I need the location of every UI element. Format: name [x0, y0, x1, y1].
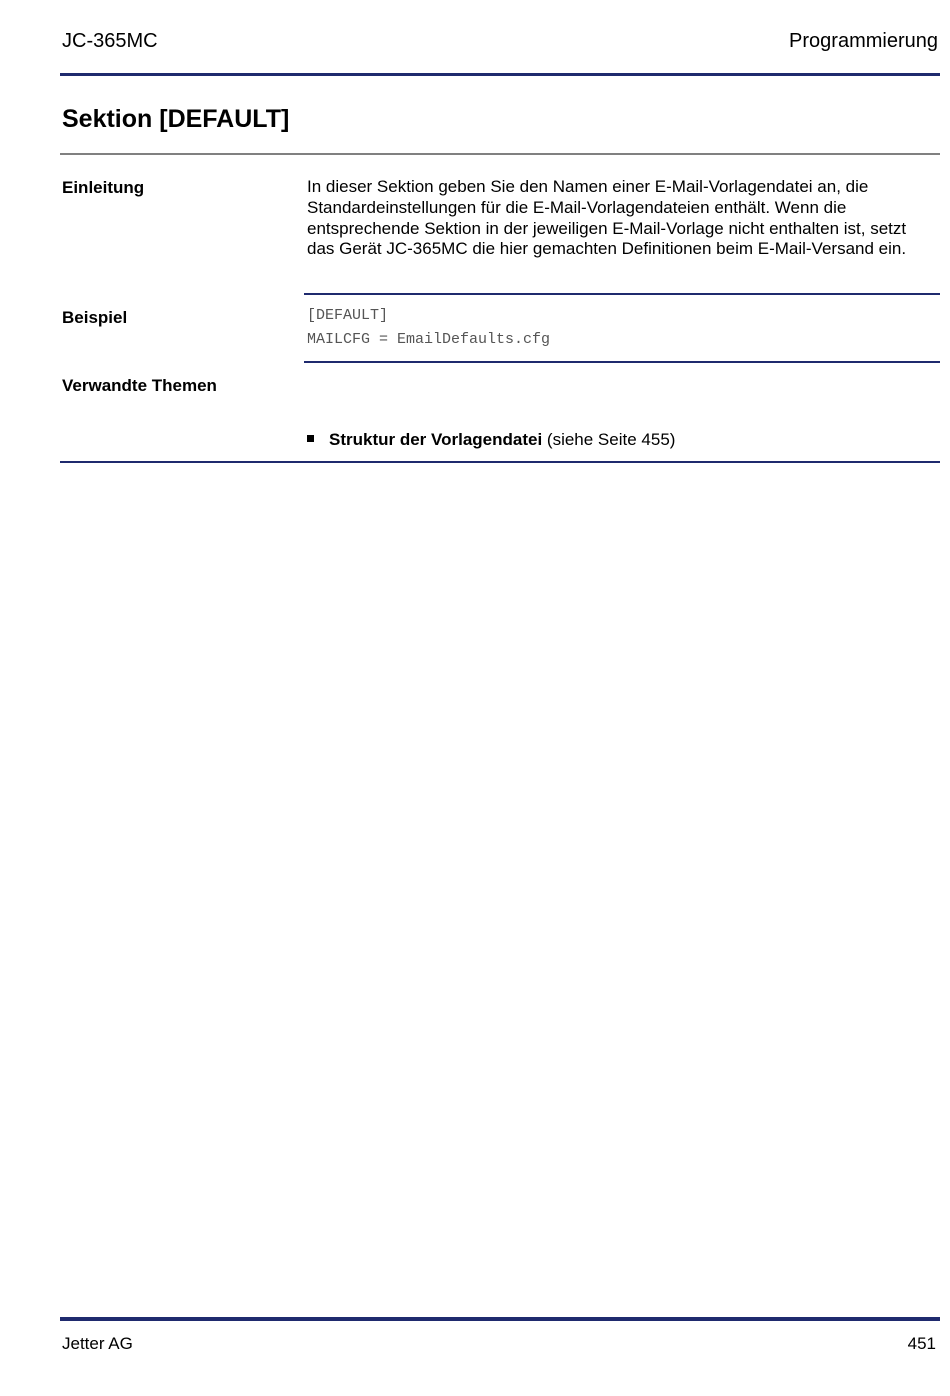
intro-label: Einleitung — [62, 178, 145, 197]
footer-divider — [60, 1317, 940, 1321]
bullet-icon — [307, 435, 314, 442]
header-product: JC-365MC — [62, 30, 158, 52]
code-line: [DEFAULT] — [307, 307, 389, 324]
header-chapter: Programmierung — [789, 30, 938, 52]
example-top-divider — [304, 293, 940, 295]
header-divider — [60, 73, 940, 76]
related-label: Verwandte Themen — [62, 376, 217, 395]
intro-text: In dieser Sektion geben Sie den Namen einer E-Mail-Vorlagendatei an, die Standardeinstellungen für die E-Mail-Vorlagendateien enthält. Wenn die entsprechende Sektion in der jeweiligen E-Mail-Vorlage nicht enthalten ist, setzt das Gerät JC-365MC die hier gemachten Definitionen beim E-Mail-Versand ein. — [307, 177, 907, 259]
example-bottom-divider — [304, 361, 940, 363]
title-divider — [60, 153, 940, 155]
related-list-item — [307, 429, 675, 450]
code-line: MAILCFG = EmailDefaults.cfg — [307, 331, 551, 348]
page-title: Sektion [DEFAULT] — [62, 105, 290, 133]
footer-company: Jetter AG — [62, 1334, 133, 1353]
section-end-divider — [60, 461, 940, 463]
related-link[interactable]: Struktur der Vorlagendatei — [329, 430, 543, 449]
footer-page-number: 451 — [907, 1334, 936, 1353]
related-page-ref: (siehe Seite 455) — [542, 430, 676, 449]
example-label: Beispiel — [62, 308, 128, 327]
